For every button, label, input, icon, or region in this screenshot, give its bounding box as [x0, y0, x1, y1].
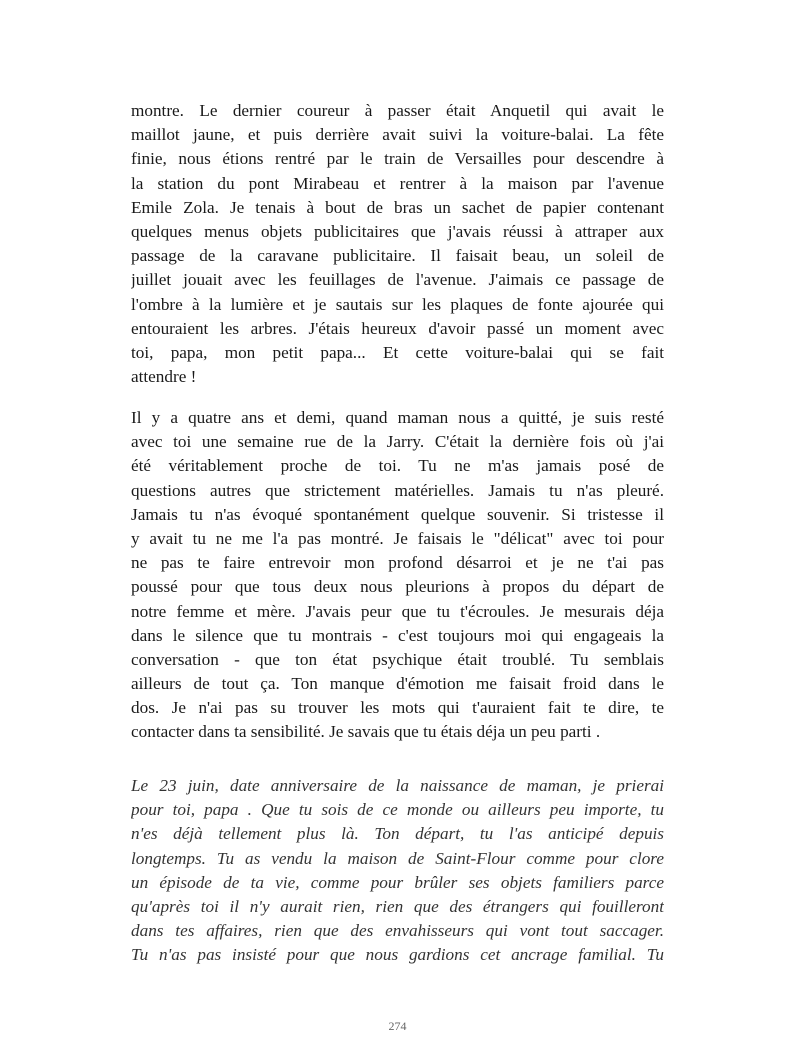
text-line: poussé pour que tous deux nous pleurions à propos du départ de	[131, 577, 664, 597]
text-line: passage de la caravane publicitaire. Il faisait beau, un soleil de	[131, 246, 664, 266]
paragraph-2	[131, 406, 664, 745]
text-line: quelques menus objets publicitaires que j'avais réussi à attraper aux	[131, 221, 664, 241]
text-line: entouraient les arbres. J'étais heureux d'avoir passé un moment avec	[131, 318, 664, 338]
text-line: été véritablement proche de toi. Tu ne m'as jamais posé de	[131, 456, 664, 476]
text-line: notre femme et mère. J'avais peur que tu t'écroules. Je mesurais déja	[131, 601, 664, 621]
text-line: dans le silence que tu montrais - c'est toujours moi qui engageais la	[131, 625, 664, 645]
text-line: longtemps. Tu as vendu la maison de Saint-Flour comme pour clore	[131, 848, 664, 868]
text-line: juillet jouait avec les feuillages de l'avenue. J'aimais ce passage de	[131, 270, 664, 290]
text-line: maillot jaune, et puis derrière avait suivi la voiture-balai. La fête	[131, 125, 664, 145]
text-line: Il y a quatre ans et demi, quand maman nous a quitté, je suis resté	[131, 408, 664, 427]
text-line: questions autres que strictement matérielles. Jamais tu n'as pleuré.	[131, 480, 664, 500]
paragraph-1	[131, 99, 664, 389]
text-line: dans tes affaires, rien que des envahisseurs qui vont tout saccager.	[131, 921, 664, 941]
text-line: dos. Je n'ai pas su trouver les mots qui t'auraient fait te dire, te	[131, 698, 664, 718]
text-line: qu'après toi il n'y aurait rien, rien que des étrangers qui fouilleront	[131, 896, 664, 916]
text-line: Tu n'as pas insisté pour que nous gardions cet ancrage familial. Tu	[131, 945, 664, 965]
text-line: Jamais tu n'as évoqué spontanément quelque souvenir. Si tristesse il	[131, 504, 664, 524]
text-line: la station du pont Mirabeau et rentrer à la maison par l'avenue	[131, 173, 664, 193]
text-line: contacter dans ta sensibilité. Je savais que tu étais déja un peu parti .	[131, 722, 601, 742]
text-line: ailleurs de tout ça. Ton manque d'émotion me faisait froid dans le	[131, 674, 664, 694]
text-line: l'ombre à la lumière et je sautais sur les plaques de fonte ajourée qui	[131, 294, 664, 314]
text-line: montre. Le dernier coureur à passer était Anquetil qui avait le	[131, 101, 664, 120]
paragraph-3-italic	[131, 774, 664, 968]
text-line: finie, nous étions rentré par le train de Versailles pour descendre à	[131, 149, 664, 169]
text-line: attendre !	[131, 367, 197, 387]
page-number: 274	[388, 1019, 407, 1033]
text-line: pour toi, papa . Que tu sois de ce monde ou ailleurs peu importe, tu	[131, 800, 664, 820]
text-line: toi, papa, mon petit papa... Et cette voiture-balai qui se fait	[131, 342, 664, 362]
text-line: Emile Zola. Je tenais à bout de bras un sachet de papier contenant	[131, 197, 664, 217]
text-line: Le 23 juin, date anniversaire de la naissance de maman, je prierai	[131, 776, 664, 795]
text-line: avec toi une semaine rue de la Jarry. C'était la dernière fois où j'ai	[131, 432, 664, 452]
text-line: un épisode de ta vie, comme pour brûler ses objets familiers parce	[131, 872, 664, 892]
text-line: y avait tu ne me l'a pas montré. Je faisais le "délicat" avec toi pour	[131, 528, 664, 548]
text-line: ne pas te faire entrevoir mon profond désarroi et je ne t'ai pas	[131, 553, 664, 573]
text-line: n'es déjà tellement plus là. Ton départ, tu l'as anticipé depuis	[131, 824, 664, 844]
text-line: conversation - que ton état psychique était troublé. Tu semblais	[131, 649, 664, 669]
